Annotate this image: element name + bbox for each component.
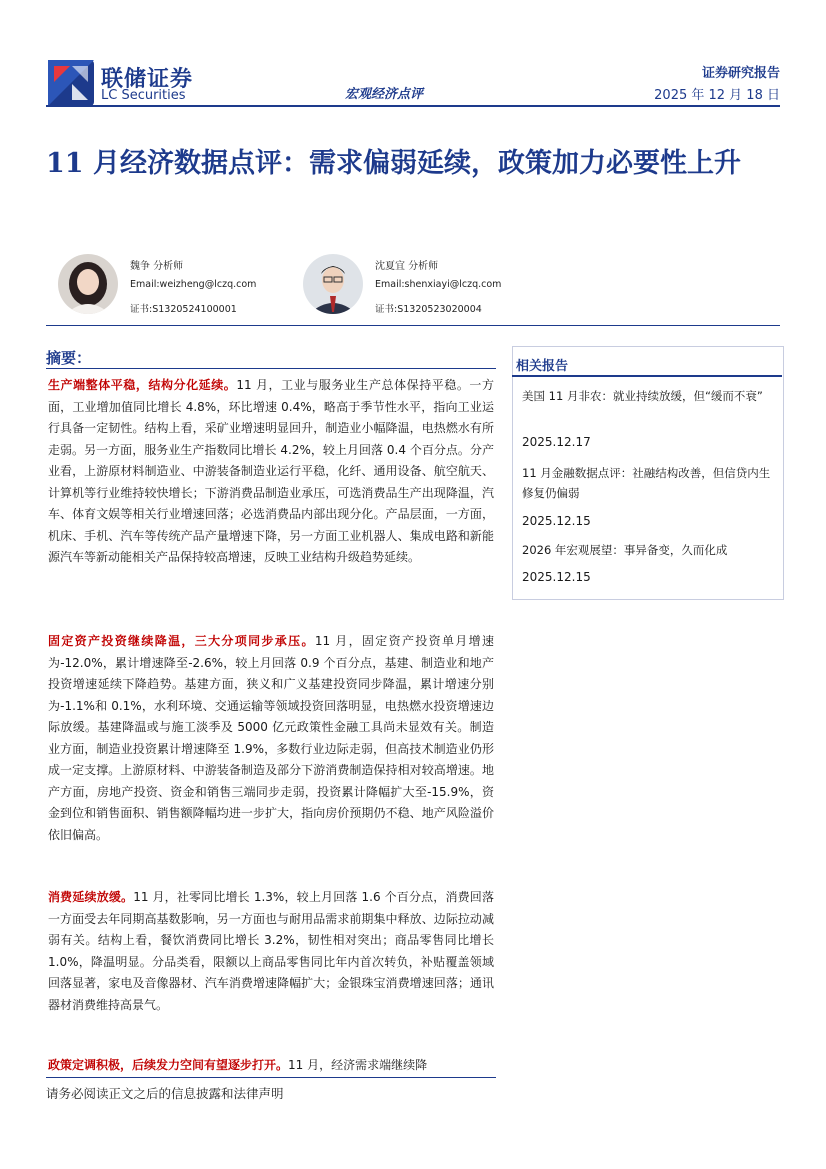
summary-paragraph xyxy=(48,375,494,569)
analyst-photo-icon xyxy=(303,254,363,314)
related-reports-heading: 相关报告 xyxy=(516,359,569,374)
related-report-title[interactable]: 2026 年宏观展望：事异备变，久而化成 xyxy=(522,543,728,557)
analyst-email[interactable]: Email:shenxiayi@lczq.com xyxy=(375,279,502,290)
paragraph-body: 11 月，工业与服务业生产总体保持平稳。一方面，工业增加值同比增长 4.8%，环比增速 0.4%，略高于季节性水平，指向工业运行具备一定韧性。结构上看，采矿业增速明显回升，制造业小幅降温，电热燃水有所走弱。另一方面，服务业生产指数同比增长 4.2%，较上月回落 0.4 个百分点。分产业看，上游原材料制造业、中游装备制造业运行平稳，化纤、通用设备、航空航天、计算机等行业维持较快增长；下游消费品制造业承压，可选消费品生产出现降温，汽车、体育文娱等相关行业增速回落；必选消费品内部出现分化。产品层面，一方面，机床、手机、汽车等传统产品产量增速下降，另一方面工业机器人、集成电路和新能源汽车等新动能相关产品保持较高增速，反映工业结构升级趋势延续。 xyxy=(48,378,494,564)
summary-paragraph xyxy=(48,1055,494,1077)
related-reports-divider xyxy=(512,375,782,377)
related-report-date: 2025.12.15 xyxy=(522,570,591,584)
analyst-cert: 证书:S1320524100001 xyxy=(130,304,237,315)
paragraph-lead: 固定资产投资继续降温，三大分项同步承压。 xyxy=(48,634,315,648)
summary-paragraph xyxy=(48,631,494,846)
report-kind: 证券研究报告 xyxy=(701,66,780,81)
related-report-date: 2025.12.17 xyxy=(522,435,591,449)
summary-heading: 摘要： xyxy=(46,349,92,367)
summary-bottom-divider xyxy=(46,1077,496,1078)
paragraph-body: 11 月，社零同比增长 1.3%，较上月回落 1.6 个百分点，消费回落一方面受去年同期高基数影响，另一方面也与耐用品需求前期集中释放、边际拉动减弱有关。结构上看，餐饮消费同比增长 3.2%，韧性相对突出；商品零售同比增长 1.0%，降温明显。分品类看，限额以上商品零售同比年内首次转负，补贴覆盖领域回落显著，家电及音像器材、汽车消费增速降幅扩大；金银珠宝消费增速回落；通讯器材消费维持高景气。 xyxy=(48,890,494,1012)
analyst-name: 魏争 分析师 xyxy=(130,261,184,272)
report-date: 2025 年 12 月 18 日 xyxy=(654,88,780,103)
header-divider xyxy=(46,105,780,107)
paragraph-body: 11 月，固定资产投资单月增速为-12.0%，累计增速降至-2.6%，较上月回落 0.9 个百分点，基建、制造业和地产投资增速延续下降趋势。基建方面，狭义和广义基建投资同步降温，累计增速分别为-1.1%和 0.1%，水利环境、交通运输等领域投资回落明显，电热燃水投资增速边际放缓。基建降温或与施工淡季及 5000 亿元政策性金融工具尚未显效有关。制造业方面，制造业投资累计增速降至 1.9%，多数行业边际走弱，但高技术制造业仍形成一定支撑。上游原材料、中游装备制造及部分下游消费制造保持相对较高增速。地产方面，房地产投资、资金和销售三端同步走弱，投资累计降幅扩大至-15.9%，资金到位和销售面积、销售额降幅均进一步扩大，指向房价预期仍不稳、地产风险溢价依旧偏高。 xyxy=(48,634,494,842)
brand-name-en: LC Securities xyxy=(101,88,186,103)
analyst-cert: 证书:S1320523020004 xyxy=(375,304,482,315)
analyst-photo-icon xyxy=(58,254,118,314)
paragraph-lead: 生产端整体平稳，结构分化延续。 xyxy=(48,378,237,392)
lc-logo-icon xyxy=(48,60,94,106)
analyst-name: 沈夏宜 分析师 xyxy=(375,261,439,272)
related-report-title[interactable]: 美国 11 月非农：就业持续放缓，但“缓而不衰” xyxy=(522,389,763,403)
summary-paragraph xyxy=(48,887,494,1016)
paragraph-lead: 政策定调积极，后续发力空间有望逐步打开。 xyxy=(48,1058,289,1072)
related-report-title[interactable]: 11 月金融数据点评：社融结构改善，但信贷内生修复仍偏弱 xyxy=(522,466,771,500)
document-type: 宏观经济点评 xyxy=(345,87,424,102)
paragraph-body: 11 月，经济需求端继续降 xyxy=(288,1058,428,1072)
disclaimer-footer: 请务必阅读正文之后的信息披露和法律声明 xyxy=(46,1086,284,1101)
analyst-email[interactable]: Email:weizheng@lczq.com xyxy=(130,279,257,290)
paragraph-lead: 消费延续放缓。 xyxy=(48,890,134,904)
brand-name-cn: 联储证券 xyxy=(101,67,194,92)
summary-divider xyxy=(46,368,496,369)
analysts-divider xyxy=(46,325,780,326)
related-report-date: 2025.12.15 xyxy=(522,514,591,528)
page-title: 11 月经济数据点评：需求偏弱延续，政策加力必要性上升 xyxy=(46,148,741,179)
